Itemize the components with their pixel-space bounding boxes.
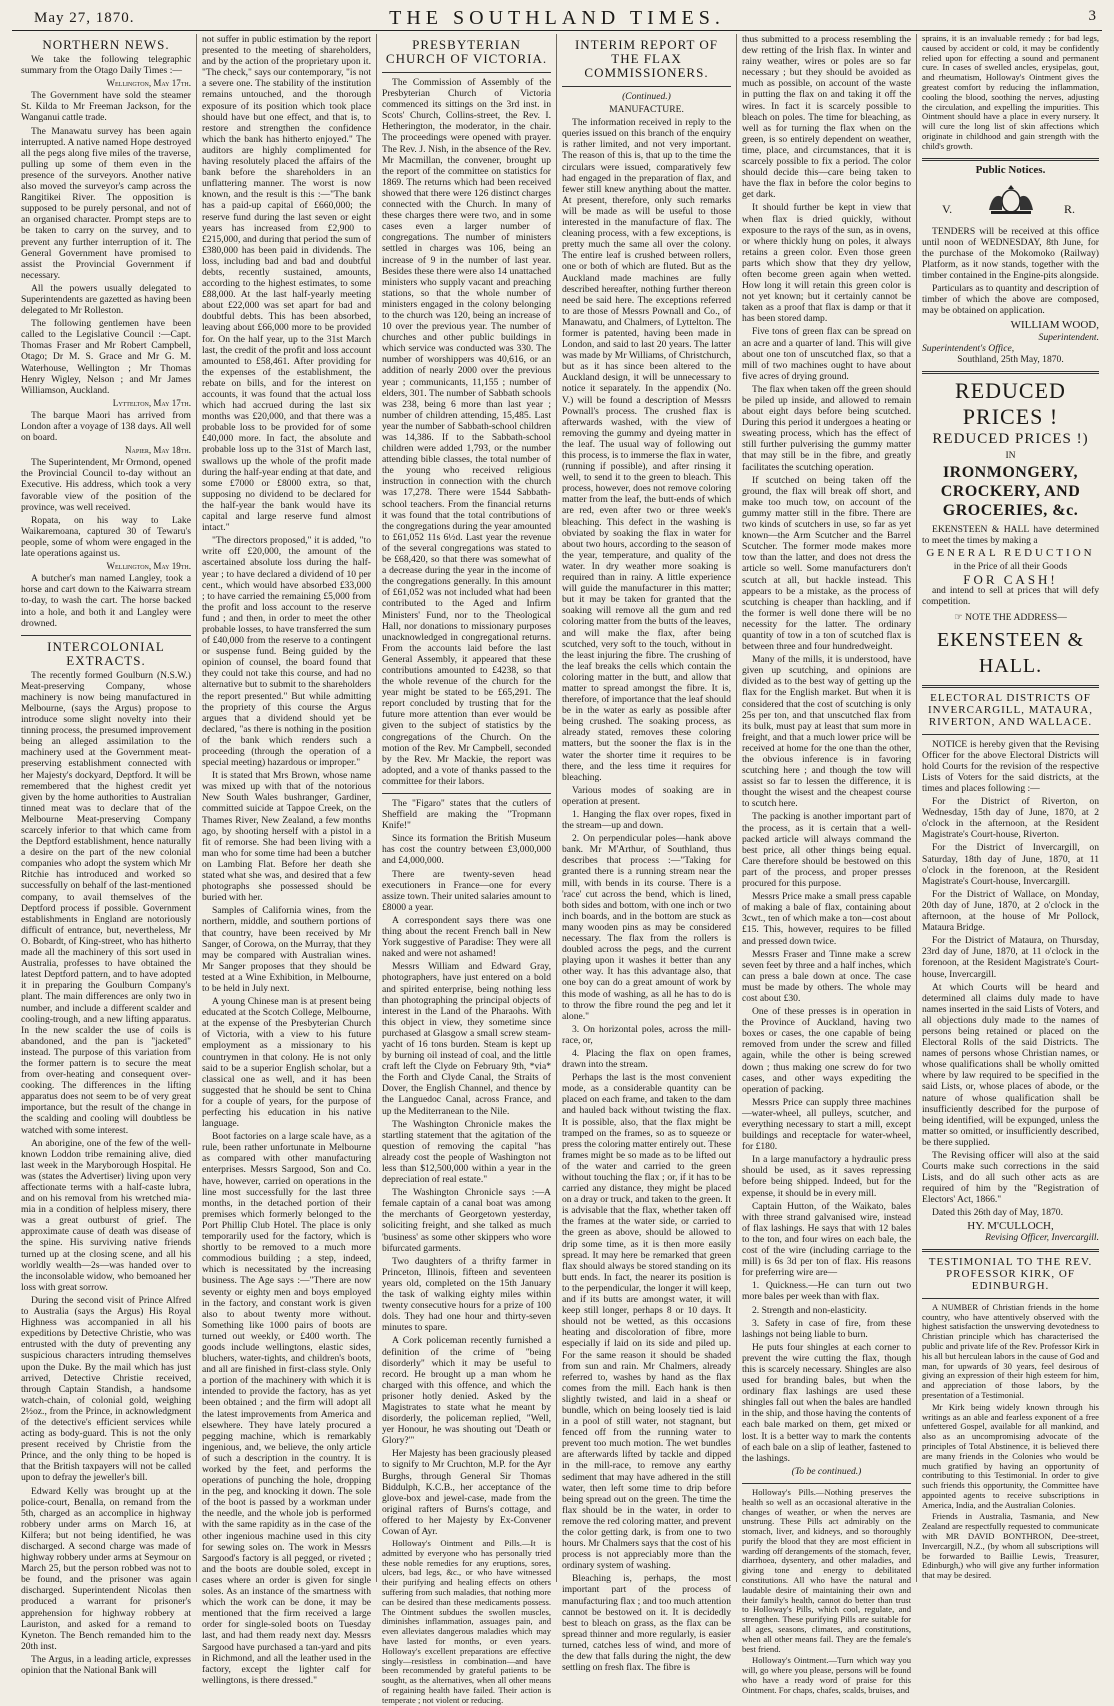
dateline: Lyttelton, May 17th. <box>112 397 191 408</box>
paragraph: An aborigine, one of the few of the well-known Loddon tribe remaining alive, died last week in the Maryborough Hospital. He was (states the Advertiser) living upon very affectionate terms with a half-caste lubra, and on his removal from his wretched mia-mia in a condition of helpless misery, there was a great outburst of grief. The approximate cause of death was disease of the spine. His surviving native friends turned up at the closing scene, and all his worldly wealth—2s—was handed over to the inconsolable widow, who bemoaned her loss with great sorrow. <box>21 1137 191 1293</box>
dateline: Wellington, May 19th. <box>106 561 191 572</box>
paragraph: For the District of Invercargill, on Saturday, 18th day of June, 1870, at 11 o'clock in the forenoon, at the Resident Magistrate's Court-house, Invercargill. <box>922 842 1099 887</box>
paragraph: NOTICE is hereby given that the Revising Officer for the above Electoral Districts will hold Courts for the revision of the respective Lists of Voters for the said districts, at the times and places following :— <box>922 738 1099 794</box>
paragraph: EKENSTEEN & HALL have determined to meet the times by making a <box>922 523 1099 546</box>
paragraph: A Cork policeman recently furnished a definition of the crime of "being disorderly" which it may be useful to record. He brought up a man whom he charged with this offence, and which the prisoner hotly denied. Asked by the Magistrates to state what he meant by disorderly, the policeman replied, "Well, yer Honour, he was shouting out 'Death or Glory?'" <box>382 1335 551 1447</box>
signature: HY. M'CULLOCH, <box>967 1219 1054 1232</box>
crest-letter-v: V. <box>942 201 953 216</box>
advert-general-reduction: GENERAL REDUCTION <box>926 547 1095 560</box>
paragraph: For the District of Wallace, on Monday, 20th day of June, 1870, at 2 o'clock in the afternoon, at the house of Mr Pollock, Mataura Bridge. <box>922 888 1099 934</box>
advert-note <box>922 612 1099 623</box>
section-heading: Public Notices. <box>975 163 1046 176</box>
paragraph: and intend to sell at prices that will defy competition. <box>922 585 1099 608</box>
advert-cash: FOR CASH! <box>963 572 1058 588</box>
dateline: Wellington, May 17th. <box>106 78 191 89</box>
signature-title: Superintendent. <box>1038 331 1099 343</box>
paragraph: There are twenty-seven head executioners in France—one for every assize town. Their united salaries amount to £8000 a year. <box>382 868 551 913</box>
paragraph: The Superintendent, Mr Ormond, opened the Provincial Council to-day without an Executive. His address, which took a very favorable view of the position of the province, was well received. <box>21 457 191 513</box>
paragraph: "The directors proposed," it is added, "to write off £20,000, the amount of the ascertained absolute loss during the half-year ; to have declared a dividend of 10 per cent., which would have absorbed £33,000 ; to have carried the remaining £5,000 from the profit and loss account to the reserve fund ; and then, in order to meet the other probable losses, to have transferred the sum of £40,000 from the reserve to a contingent or suspense fund. Being guided by the opinion of counsel, the board found that they could not take this course, and had no alternative but to submit to the shareholders the report presented." But while admitting the propriety of this course the Argus argues that a dividend should yet be declared, "as there is nothing in the position of the bank which renders such a proceeding (through the operation of a special meeting) hazardous or improper." <box>202 535 371 769</box>
advert-note-text: NOTE THE ADDRESS— <box>965 611 1067 623</box>
paragraph: thus submitted to a process resembling the dew retting of the Irish flax. In winter and rainy weather, wires or poles are so far necessary ; but they should be avoided as much as possible, on account of the waste in putting the flax on and taking it off the wires. In fact it is scarcely possible to bleach on poles. The time for bleaching, as well as for turning the flax when on the green, is so entirely dependent on weather, time, place, and circumstances, that it is scarcely possible to fix a period. The color should decide this—care being taken to have the flax in before the color begins to get dark. <box>742 34 911 201</box>
paragraph: not suffer in public estimation by the report presented to the meeting of shareholders, and by the action of the proprietary upon it. "The check," says our contemporary, "is not a severe one. The stability of the institution remains untouched, and the thorough exposure of its position which took place should have but one effect, and that is, to restore and strengthen the confidence which the bank has hitherto enjoyed." The auditors are highly complimented for having resolutely placed the affairs of the bank before the shareholders in an unflattering manner. The worst is now known, and the result is this :—"The bank has a paid-up capital of £660,000; the reserve fund during the last seven or eight years has increased from £2,900 to £215,000, and during that period the sum of £380,000 has been paid in dividends. The loss, including bad and bad and doubtful debts, recently sustained, amounts, according to the highest estimates, to some £88,000. At the last half-yearly meeting about £22,000 was set apart for bad and doubtful debts. This has been absorbed, leaving about £66,000 more to be provided for. On the half year, up to the 31st March last, the credit of the profit and loss account amounted to £58,461. After providing for the expenses of the establishment, the rebate on bills, and for the interest on accounts, it was found that the actual loss which had accrued during the last six months was £20,000, and that there was a probable loss to be provided for of some £40,000 more. In fact, the absolute and probable loss up to the 31st of March last, swallows up the whole of the profit made during the half-year ending at that date, and some £7000 or £8000 extra, so that, supposing no dividend to be declared for the half-year the bank would have its capital and large reserve fund almost intact." <box>202 34 371 534</box>
paragraph: Her Majesty has been graciously pleased to signify to Mr Cruchton, M.P. for the Ayr Burghs, through General Sir Thomas Biddulph, K.C.B., her acceptance of the glove-box and jewel-case, made from the original rafters of Burns's cottage, and offered to her Majesty by Ex-Convener Cowan of Ayr. <box>382 1448 551 1537</box>
royal-crest-block <box>922 182 1099 226</box>
advert-category: IRONMONGERY, CROCKERY, AND GROCERIES, &c. <box>940 463 1081 519</box>
paragraph: 1. Quickness.—He can turn out two more bales per week than with flax. <box>742 1280 911 1303</box>
article-title: INTERCOLONIAL EXTRACTS. <box>47 638 165 668</box>
paragraph: He puts four shingles at each corner to prevent the wire cutting the flax, though this is scarcely necessary. Shingles are also used for branding bales, but when the ordinary flax lashings are used these shingles fall out when the bales are handled in the ship, and those having the contents of each bale marked on them, get mixed or lost. It is a better way to mark the contents of each bale on a slip of leather, fastened to the lashings. <box>742 1341 911 1464</box>
signature: WILLIAM WOOD, <box>1010 319 1099 332</box>
paragraph: One of these presses is in operation in the Province of Auckland, having two boxes or cases, the one capable of being removed from under the screw and filled again, while the other is being screwed down ; thus making one screw do for two cases, and other ways expediting the operation of packing. <box>742 1006 911 1095</box>
paragraph: Mr Kirk being widely known through his writings as an able and fearless exponent of a free unfettered Gospel, available for all mankind, and also as an uncompromising advocate of the principles of Total Abstinence, it is believed there are many friends in the Colonies who would be much gratified by having an opportunity of contributing to this Testimonial. In order to give such friends this opportunity, the Committee have appointed agents to receive subscriptions in America, India, and the Australian Colonies. <box>922 1401 1099 1510</box>
section-subhead: MANUFACTURE. <box>609 104 684 116</box>
paragraph: 1. Hanging the flax over ropes, fixed in the stream—up and down. <box>562 809 731 832</box>
paragraph: Ropata, on his way to Lake Waikaremoana, captured 30 of Tewaru's people, some of whom were engaged in the late operations against us. <box>21 514 191 560</box>
page-columns <box>16 33 1104 1705</box>
royal-coat-of-arms-icon <box>981 182 1041 216</box>
paragraph: Holloway's Ointment.—Turn which way you will, go where you please, persons will be found who have a ready word of praise for this Ointment. For chaps, chafes, scalds, bruises, and <box>742 1655 911 1695</box>
issue-date: May 27, 1870. <box>34 10 135 26</box>
paragraph: Boot factories on a large scale have, as a rule, been rather unfortunate in Melbourne as compared with other manufacturing enterprises. Messrs Sargood, Son and Co. have, however, carried on operations in the line most successfully for the last three months, in the detached portion of their premises which formerly belonged to the Port Phillip Club Hotel. The place is only temporarily used for the factory, which is shortly to be removed to a much more commodious building ; a step, indeed, which is necessitated by the increasing business. The Age says :—"There are now seventy or eighty men and boys employed in the factory, and constant work is given also to about twenty more without. Something like 1000 pairs of boots are turned out weekly, or £400 worth. The goods include wellingtons, elastic sides, bluchers, water-tights, and children's boots, and all are finished in first-class style. Only a portion of the machinery with which it is intended to provide the factory, has as yet been obtained ; and the firm will adopt all the latest improvements from America and elsewhere. They have lately procured a pegging machine, which is remarkably ingenious, and, we believe, the only article of such a description in the country. It is worked by the feet, and performs the operations of punching the hole, dropping in the peg, and knocking it down. The sole of the boot is passed by a workman under the needle, and the whole job is performed with the same rapidity as in the case of the other ingenious machine used in this city for sewing soles on. The work in Messrs Sargood's factory is all pegged, or riveted ; and the boots are double soled, except in cases where an order is given for single soles. As an instance of the smartness with which the work can be done, it may be mentioned that the firm received a large order for single-soled boots on Tuesday last, and had them ready next day. Messrs Sargood have purchased a tan-yard and pits in Richmond, and all the leather used in the factory, except the lighter calf for wellingtons, is there dressed." <box>202 1131 371 1686</box>
divider <box>21 635 191 636</box>
paragraph: The recently formed Goulburn (N.S.W.) Meat-preserving Company, whose machinery is now being manufactured in Melbourne, (says the Argus) propose to introduce some slight novelty into their tinning process, the presumed improvement being an alleged assimilation to the machinery used at the Government meat-preserving establishment connected with her Majesty's dockyard, Deptford. It will be remembered that the highest credit yet given by the home authorities to Australian tinned meat was to declare that of the Melbourne Meat-preserving Company scarcely inferior to that which came from the Deptford establishment, hence naturally a desire on the part of the new colonial companies who adopt the system which Mr Ritchie has introduced and worked so successfully on behalf of the last-mentioned company, to avail themselves of the Deptford process if possible. Government establishments in England are notoriously difficult of entrance, but, nevertheless, Mr O. Bobardt, of King-street, who has hitherto made all the machinery of this sort used in Australia, professes to have obtained the latest Deptford pattern, and to have adopted it in preparing the Goulburn Company's plant. The main differences are only two in number, and include a different scalder and cooling-trough, and a new lifting apparatus. In the new scalder the use of coils is abandoned, and the pan is "jacketed" instead. The purpose of this variation from the former pattern is to secure the meat from over-heating and consequent over-cooking. The differences in the lifting apparatus does not seem to be of very great importance, but the result of the change in the scalding and cooling will doubtless be watched with some interest. <box>21 669 191 1136</box>
advert-subheadline: REDUCED PRICES !) <box>932 430 1089 447</box>
paragraph: The "Figaro" states that the cutlers of Sheffield are making the "Tropmann Knife!" <box>382 798 551 832</box>
article-title: INTERIM REPORT OF THE FLAX COMMISSIONERS. <box>574 37 719 80</box>
paragraph: The Argus, in a leading article, expresses opinion that the National Bank will <box>21 1653 191 1677</box>
paragraph: It should further be kept in view that when flax is dried quickly, without exposure to the rays of the sun, as in ovens, or where thickly hung on poles, it always retains a green color. Even those green parts which show that they dry yellow, often become green again when wetted. How long it will retain this green color is not yet known; but it certainly cannot be taken as a proof that flax is damp or that it has been stored damp. <box>742 202 911 325</box>
paragraph: The flax when taken off the green should be piled up inside, and allowed to remain about eight days before being scutched. During this period it undergoes a heating or sweating process, which has the effect of still further pulverising the gummy matter that may still be in the fibre, and greatly facilitates the scutching operation. <box>742 383 911 473</box>
column-2 <box>196 34 376 1686</box>
paragraph: TENDERS will be received at this office until noon of WEDNESDAY, 8th June, for the purchase of the Mokomoko (Railway) Platform, as it now stands, together with the timber contained in the Engine-pits alongside. <box>922 225 1099 282</box>
column-3 <box>376 34 556 1705</box>
divider <box>562 86 731 87</box>
page-number: 3 <box>1088 8 1096 24</box>
paragraph: During the second visit of Prince Alfred to Australia (says the Argus) His Royal Highness was accompanied in all his expeditions by Detective Christie, who was entrusted with the duty of preventing any suspicious characters intruding themselves upon the Duke. By the mail which has just arrived, Detective Christie received, through Captain Standish, a handsome watch-chain, of colonial gold, weighing 2½oz., from the Prince, in acknowledgment of the detective's efficient services while acting as body-guard. This is not the only present received by Christie from the Prince, and the only thing to be hoped is that the British taxpayers will not be called upon to defray the jeweller's bill. <box>21 1294 191 1484</box>
signature-title: Revising Officer, Invercargill. <box>985 1231 1099 1243</box>
paragraph: A young Chinese man is at present being educated at the Scotch College, Melbourne, at the expense of the Presbyterian Church of Victoria, with a view to his future employment as a missionary to his countrymen in that colony. He is not only said to be a superior English scholar, but a classical one as well, and it has been suggested that he should be sent to China for a couple of years, for the purpose of perfecting his education in his native language. <box>202 996 371 1130</box>
paragraph: All the powers usually delegated to Superintendents are gazetted as having been delegated to Mr Rolleston. <box>21 282 191 317</box>
paragraph: At which Courts will be heard and determined all claims duly made to have names inserted in the said Lists of Voters, and all objections duly made to the names of persons being retained or placed on the Electoral Rolls of the said Districts. The names of persons whose Christian names, or whose qualifications shall be wholly omitted where by law required to be specified in the said Lists, or, whose places of abode, or the nature of whose qualification shall be insufficiently described for the purpose of being identified, will be expunged, unless the matter so omitted, or insufficiently described, be there supplied. <box>922 981 1099 1148</box>
divider <box>742 1483 911 1484</box>
paragraph: The barque Maori has arrived from London after a voyage of 138 days. All well on board. <box>21 409 191 444</box>
article-title: PRESBYTERIAN CHURCH OF VICTORIA. <box>385 37 548 66</box>
divider <box>922 685 1099 688</box>
paragraph: Two daughters of a thrifty farmer in Princeton, Illinois, fifteen and seventeen years old, completed on the 15th January the task of walking eighty miles within twenty consecutive hours for a prize of 100 dols. They had one hour and thirty-seven minutes to spare. <box>382 1255 551 1334</box>
crest-letter-r: R. <box>1063 201 1075 216</box>
divider <box>922 1298 1099 1299</box>
paragraph: The packing is another important part of the process, as it is certain that a well-packed article will always command the best price, all other things being equal. Care therefore should be bestowed on this part of the process, and proper presses procured for this purpose. <box>742 811 911 890</box>
paragraph: The Government have sold the steamer St. Kilda to Mr Freeman Jackson, for the Wanganui cattle trade. <box>21 90 191 124</box>
masthead <box>12 4 1102 31</box>
divider <box>922 371 1099 374</box>
paragraph: Five tons of green flax can be spread on an acre and a quarter of land. This will give about one ton of unscutched flax, so that a mill of two machines ought to have about five acres of drying ground. <box>742 326 911 382</box>
paragraph: Particulars as to quantity and description of timber of which the above are composed, may be obtained on application. <box>922 283 1099 317</box>
paragraph: Edward Kelly was brought up at the police-court, Benalla, on remand from the 5th, charged as an accomplice in highway robbery under arms on March 16, at Kilfera; but not being identified, he was discharged. A second charge was made of highway robbery under arms at Seymour on March 25, but the person robbed was not to be found, and the prisoner was again discharged. Superintendent Nicolas then produced a warrant for prisoner's apprehension for highway robbery at Lauriston, and asked for a remand to Kyneton. The Bench remanded him to the 20th inst. <box>21 1485 191 1652</box>
paragraph: The Revising officer will also at the said Courts make such corrections in the said Lists, and do all such other acts as are required of him by the "Registration of Electors' Act, 1866." <box>922 1150 1099 1206</box>
advert-in: IN <box>1005 449 1016 461</box>
paragraph: 4. Placing the flax on open frames, drawn into the stream. <box>562 1047 731 1071</box>
paragraph: Messrs William and Edward Gray, photographers, have just entered on a bold and spirited enterprise, being nothing less than photographing the principal objects of interest in the Land of the Pharaohs. With this object in view, they sometime since purchased at Glasgow a small screw steam-yacht of 16 tons burden. Steam is kept up by burning oil instead of coal, and the little craft left the Clyde on February 9th, *via* the Forth and Clyde Canal, the Straits of Dover, the English Channel, and thence by the Languedoc Canal, across France, and up the Mediterranean to the Nile. <box>382 961 551 1117</box>
divider <box>382 72 551 73</box>
continued-label: (Continued.) <box>622 91 671 102</box>
column-1 <box>16 34 196 1677</box>
paragraph: Captain Hutton, of the Waikato, bales with three strand galvanised wire, instead of flax lashings. He says that with 12 bales to the ton, and four wires on each bale, the cost of the wire (including carriage to the mill) is 6s 3d per ton of flax. His reasons for preferring wire are— <box>742 1200 911 1279</box>
paragraph: Messrs Price make a small press capable of making a bale of flax, containing about 3cwt., ten of which make a ton—cost about £15. This, however, requires to be filled and pressed down twice. <box>742 891 911 947</box>
column-6 <box>916 34 1104 1582</box>
paragraph: The following gentlemen have been called to the Legislative Council :—Capt. Thomas Fraser and Mr Robert Campbell, Otago; Dr M. S. Grace and Mr G. M. Waterhouse, Wellington ; Mr Thomas Henry Wigley, Nelson ; and Mr James Williamson, Auckland. <box>21 318 191 396</box>
paragraph: 2. Strength and non-elasticity. <box>752 1304 867 1316</box>
paragraph: sprains, it is an invaluable remedy ; for bad legs, caused by accident or cold, it may be confidently relied upon for effecting a sound and permanent cure. In cases of swelled ancles, erysipelas, gout, and rheumatism, Holloway's Ointment gives the greatest comfort by reducing the inflammation, cooling the blood, soothing the nerves, adjusting the circulation, and expelling the impurities. This Ointment should have a place in every nursery. It will cure the long list of skin affections which originate in childhood and gain strength with the child's growth. <box>922 33 1099 151</box>
paragraph: Bleaching is, perhaps, the most important part of the process of manufacturing flax ; and too much attention cannot be bestowed on it. It is decidedly best to bleach on grass, as the flax can be spread thinner and more regularly, is easier turned, catches less of wind, and more of the dew that falls during the night, the dew settling on fresh flax. The fibre is <box>562 1573 731 1674</box>
notice-title: ELECTORAL DISTRICTS OF INVERCARGILL, MATAURA, RIVERTON, AND WALLACE. <box>927 691 1094 728</box>
paragraph: The information received in reply to the queries issued on this branch of the enquiry is rather limited, and not very important. The reason of this is, that up to the time the circulars were issued, comparatively few had engaged in the preparation of flax, and fewer still knew anything about the matter. At present, therefore, only such remarks will be made as will be useful to those interested in the manufacture of flax. The cleaning process, with a few exceptions, is pretty much the same all over the colony. The entire leaf is crushed between rollers, one or both of which are fluted. But as the Auckland made machines are fully described hereafter, nothing further thereon need be said here. The exceptions referred to are those of Messrs Pownall and Co., of Manawatu, and Chalmers, of Lyttelton. The former is patented, having been made in London, and said to last 20 years. The latter was made by Mr Williams, of Christchurch, but as it has since been altered to the Auckland design, it will be unnecessary to notice it separately. In the appendix (No. V.) will be found a description of Messrs Pownall's process. The crushed flax is afterwards washed, with the view of removing the gummy and dyeing matter in the leaf. The usual way of following out this process, is to immerse the flax in water, (running if possible), and after rinsing it well, to send it to the green to bleach. This process, however, does not remove coloring matter from the leaf, the butt-ends of which are red, even after two or three week's bleaching. This defect in the washing is obviated by soaking the flax in water for about two hours, according to the season of the year, temperature, and quality of the water. In dry weather more soaking is required than in rainy. A little experience will guide the manufacturer in this matter; but it may be taken for granted that the soaking will remove all the gum and red coloring matter from the butts of the leaves, and will make the flax, after being scutched, very soft to the touch, without in the least injuring the fibre. The crushing of the leaf breaks the cells which contain the coloring matter in the butt, and allow that matter to spread amongst the fibre. It is, therefore, of importance that the leaf should be in the water as early as possible after being crushed. The soaking process, as already stated, removes these coloring matters, but the sooner the flax is in the water the shorter time it requires to be there, and the less time it requires for bleaching. <box>562 117 731 783</box>
paragraph: Holloway's Ointment and Pills.—It is admitted by everyone who has personally tried these noble remedies for any eruptions, sores, ulcers, bad legs, &c., or who have witnessed their purifying and healing effects on others suffering from such maladies, that nothing more can be desired than these medicaments possess. The Ointment subdues the swollen muscles, diminishes inflammation, assuages pain, and even alleviates dangerous maladies which may have lasted for months, or even years. Holloway's excellent preparations are effective singly—resistless in combination—and have been recommended by grateful patients to be sought, as the alternatives, when all other means of regaining health have failed. Their action is temperate ; not violent or reducing. <box>382 1538 551 1705</box>
divider <box>382 793 551 794</box>
column-5 <box>736 34 916 1695</box>
paragraph: Various modes of soaking are in operation at present. <box>562 784 731 807</box>
paragraph: We take the following telegraphic summary from the Otago Daily Times :— <box>21 54 191 77</box>
paragraph: The Washington Chronicle makes the startling statement that the agitation of the question of removing the capital "has already cost the people of Washington not less than $12,500,000 within a year in the depreciation of real estate." <box>382 1118 551 1186</box>
office-date: Southland, 25th May, 1870. <box>957 353 1064 365</box>
paragraph: Dated this 26th day of May, 1870. <box>932 1207 1064 1219</box>
paragraph: Samples of California wines, from the northern, middle, and southern portions of that country, have been received by Mr Sanger, of Corowa, on the Murray, that they may be compared with Australian wines. Mr Sanger proposes that they should be tested at a Wine Exhibition, in Melbourne, to be held in July next. <box>202 905 371 994</box>
newspaper-title: THE SOUTHLAND TIMES. <box>389 7 725 29</box>
divider <box>922 158 1099 161</box>
paragraph: Holloway's Pills.—Nothing preserves the health so well as an occasional alterative in the changes of weather, or when the nerves are unstrung. These Pills act admirably on the stomach, liver, and kidneys, and so thoroughly purify the blood that they are most efficient in warding off derangements of the stomach, fever, diarrhoea, dysentery, and other maladies, and giving tone and energy to debilitated constitutions. All who have the natural and laudable desire of maintaining their own and their family's health, cannot do better than trust to Holloway's Pills, which cool, regulate, and strengthen. These purifying Pills are suitable for all ages, seasons, climates, and constitutions, when all other means fail. They are the female's best friend. <box>742 1486 911 1654</box>
paragraph: For the District of Mataura, on Thursday, 23rd day of June, 1870, at 11 o'clock in the forenoon, at the Resident Magistrate's Court-house, Invercargill. <box>922 935 1099 980</box>
advert-firm-name: EKENSTEEN & HALL. <box>936 628 1085 677</box>
paragraph: Perhaps the last is the most convenient mode, as a considerable quantity can be placed on each frame, and taken to the dam and hauled back without twisting the flax. It is possible, also, that the flax might be tramped on the frames, so as to squeeze or press the coloring matter entirely out. These frames might be so made as to be lifted out of the water and carried to the green without touching the flax ; or, if it has to be carried any distance, they might be placed on a dray or truck, and taken to the green. It is advisable that the flax, whether taken off the frames at the water side, or carried to the green as above, should be allowed to drip some time, as it is then more easily spread. It may here be remarked that green flax should always be stored standing on its butt ends. In fact, the nearer its position is to the perpendicular, the longer it will keep, and if its butts are amongst water, it will keep still longer, perhaps 8 or 10 days. It should not be wetted, as this occasions heating and discoloration of fibre, more especially if laid on its side and piled up. For the same reason it should be shaded from sun and rain. Mr Chalmers, already referred to, washes by hand as the flax comes from the mill. Each hank is then slightly twisted, and laid in a sheaf or bundle, which on being loosely tied is laid in a pool of still water, not stagnant, but fenced off from the running water to prevent too much motion. The wet bundles are afterwards lifted by tackle and dipped in the mill-race, to remove any earthy sediment that may have adhered in the still water, then left some time to drip before being spread out on the green. The time the flax should be in the water, in order to remove the red coloring matter, and prevent the color getting dark, is from one to two hours. Mr Chalmers says that the cost of his process is not appreciably more than the ordinary system of washing. <box>562 1072 731 1572</box>
office-label: Superintendent's Office, <box>922 342 1015 354</box>
advert-price-line: in the Price of all their Goods <box>953 561 1068 573</box>
column-4 <box>556 34 736 1674</box>
paragraph: A correspondent says there was one thing about the recent French ball in New York suggestive of Paradise: They were all naked and were not ashamed! <box>382 914 551 960</box>
paragraph: For the District of Riverton, on Wednesday, 15th day of June, 1870, at 2 o'clock in the afternoon, at the Resident Magistrate's Court-house, Riverton. <box>922 796 1099 841</box>
paragraph: In a large manufactory a hydraulic press should be used, as it saves repressing before being shipped. Indeed, but for the expense, it should be in every mill. <box>742 1154 911 1199</box>
advert-headline: REDUCED PRICES ! <box>955 377 1066 429</box>
divider <box>922 1249 1099 1252</box>
paragraph: 3. On horizontal poles, across the mill-race, or, <box>562 1023 731 1046</box>
paragraph: The Manawatu survey has been again interrupted. A native named Hope destroyed all the pegs along five miles of the traverse, pulling up some of them even in the presence of the surveyors. Another native also moved the surveyor's camp across the Rangitikei River. The opposition is supposed to be purely personal, and not of an organised character. Prompt steps are to be taken to carry on the survey, and to prevent any further interruption of it. The General Government have promised to assist the Provincial Government if necessary. <box>21 125 191 281</box>
dateline: Napier, May 18th. <box>125 445 191 456</box>
divider <box>922 734 1099 735</box>
paragraph: 3. Safety in case of fire, from these lashings not being liable to burn. <box>742 1317 911 1340</box>
pointing-hand-icon: ☞ <box>954 611 966 623</box>
paragraph: Many of the mills, it is understood, have given up scutching, and opinions are divided as to the best way of getting up the flax for the English market. But when it is considered that the cost of scutching is only 25s per ton, and that unscutched flax from its bulk, must pay at least that sum more in freight, and that a much lower price will be received at home for the one than the other, the obvious inference is in favoring scutching here ; and though the tow will assist so far to lessen the difference, it is thought the wisest and the cheapest course to scutch here. <box>742 654 911 810</box>
paragraph: If scutched on being taken off the ground, the flax will break off short, and make too much tow, on account of the gummy matter still in the fibre. There are two kinds of scutchers in use, so far as yet known—the Arm Scutcher and the Barrel Scutcher. The former mode makes more tow than the latter, and does not dress the article so well. Some manufacturers don't scutch at all, but hackle instead. This appears to be a mistake, as the process of scutching is cheaper than hackling, and if the former is well done there will be no necessity for the latter. The ordinary quantity of tow in a ton of scutched flax is between three and four hundredweight. <box>742 474 911 653</box>
paragraph: The Washington Chronicle says :—A female captain of a canal boat was among the merchants of Georgetown yesterday, soliciting freight, and she talked as much 'business' as some other skippers who wore bifurcated garments. <box>382 1187 551 1254</box>
continued-label: (To be continued.) <box>791 1465 862 1477</box>
paragraph: It is stated that Mrs Brown, whose name was mixed up with that of the notorious New South Wales bushranger, Gardiner, committed suicide at Tappoe Creek, on the Thames River, New Zealand, a few months ago, by shooting herself with a pistol in a fit of remorse. She had been living with a man who for some time had been a butcher on Lambing Flat. Before her death she stated what she was, and desired that a few photographs she possessed should be buried with her. <box>202 770 371 904</box>
notice-title: TESTIMONIAL TO THE REV. PROFESSOR KIRK, OF EDINBURGH. <box>928 1255 1093 1292</box>
paragraph: Messrs Fraser and Tinne make a screw seven feet by three and a half inches, which can press a bale down at once. The case must be made by others. The whole may cost about £30. <box>742 948 911 1004</box>
article-title: NORTHERN NEWS. <box>42 37 170 52</box>
paragraph: Friends in Australia, Tasmania, and New Zealand are respectfully requested to communicate with MR DAVID BONTHRON, Dee-street, Invercargill, N.Z., (by whom all subscriptions will be forwarded to Baillie Lewis, Treasurer, Edinburgh,) who will give any further information that may be desired. <box>922 1511 1099 1581</box>
paragraph: A butcher's man named Langley, took a horse and cart down to the Kaiwarra stream to-day, to wash the cart. The horse backed into a hole, and both it and Langley were drowned. <box>21 573 191 629</box>
paragraph: Since its formation the British Museum has cost the country between £3,000,000 and £4,000,000. <box>382 833 551 867</box>
paragraph: Messrs Price can supply three machines —water-wheel, all pulleys, scutcher, and everything necessary to start a mill, except buildings and receptacle for water-wheel, for £180. <box>742 1096 911 1153</box>
paragraph: 2. On perpendicular poles—hank above bank. Mr M'Arthur, of Southland, thus describes that process :—"Taking for granted there is a running stream near the mill, with bends in its course. There is a 'race' cut across the bend, which is lined, both sides and bottom, with one inch or two inch boards, and in the bottom are stuck as many wooden pins as may be considered necessary. The flax from the rollers is doubled across the pegs, and the current playing upon it washes it better than any other way. It has this advantage also, that one boy can do a great amount of work by this mode of washing, as all he has to do is to throw the fibre round the peg and let it alone." <box>562 833 731 1022</box>
paragraph: A NUMBER of Christian friends in the home country, who have attentively observed with the highest satisfaction the unswerving devotedness to Christian principle which has characterised the public and private life of the Rev. Professor Kirk in his all but herculean labors in the cause of God and man, for upwards of 30 years, feel desirous of giving an expression of their high esteem for him, and appreciation of those labors, by the presentation of a Testimonial. <box>922 1301 1099 1400</box>
paragraph: The Commission of Assembly of the Presbyterian Church of Victoria commenced its sittings on the 3rd inst. in Scots' Church, Collins-street, the Rev. I. Hetherington, the moderator, in the chair. The proceedings were opened with prayer. The Rev. J. Nish, in the absence of the Rev. Mr Macmillan, the convener, brought up the report of the committee on statistics for 1869. The returns which had been received showed that there were 126 distinct charges connected with the Church. In many of these charges there were two, and in some cases even a larger number of congregations. The number of ministers settled in charges was 106, being an increase of 9 in the number of last year. Besides these there were also 14 unattached ministers who supply vacant and preaching stations, so that the whole number of ministers engaged in the colony belonging to the church was 120, being an increase of 10 over the previous year. The number of churches and other public buildings in which service was conducted was 330. The number of worshippers was 40,616, or an addition of nearly 2000 over the previous year ; communicants, 11,155 ; number of elders, 301. The number of Sabbath schools was 238, being 6 more than last year ; number of children attending, 15,485. Last year the number of Sabbath-school children was 14,386. If to the Sabbath-school children were added 1,793, or the number attending bible classes, the total number of the young who received religious instruction in connection with the church was 17,278. There were 1544 Sabbath-school teachers. From the financial returns it was found that the total contributions of the congregations during the year amounted to £61,052 11s 6½d. Last year the revenue of the several congregations was stated to be £68,420, so that there was somewhat of a decrease during the year in the income of the congregations generally. In this amount of £61,052 was not included what had been contributed to the Aged and Infirm Ministers' Fund, nor to the Theological Hall, nor donations to missionary purposes unacknowledged in congregational returns. From the accounts laid before the last General Assembly, it appeared that these contributions amounted to £4238, so that the whole revenue of the church for the year might be stated to be £65,291. The report concluded by trusting that for the future more attention than ever would be given to the subject of statistics by the congregations of the Church. On the motion of the Rev. Mr Campbell, seconded by the Rev. Mr Mackie, the report was adopted, and a vote of thanks passed to the committee for their labors. <box>382 77 551 787</box>
